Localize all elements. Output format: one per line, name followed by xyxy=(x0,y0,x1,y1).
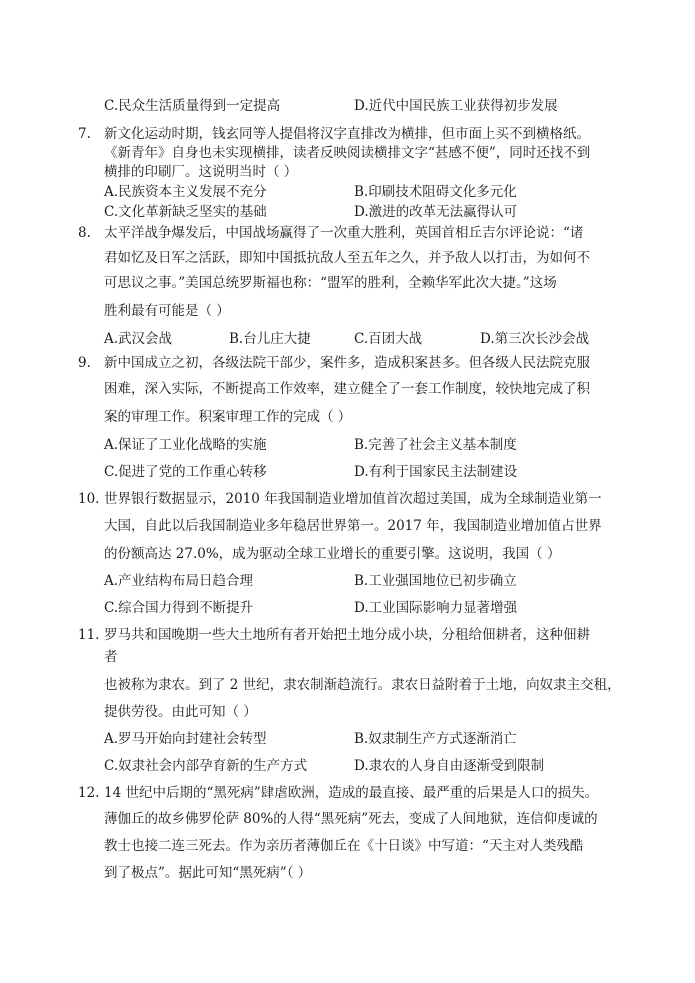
q11-option-a: A.罗马开始向封建社会转型 xyxy=(104,731,267,747)
q8-option-c: C.百团大战 xyxy=(354,331,423,347)
q7-option-b: B.印刷技术阻碍文化多元化 xyxy=(354,184,517,200)
q8-stem-line-3: 可思议之事。”美国总统罗斯福也称：“盟军的胜利，全赖华军此次大捷。”这场 xyxy=(104,275,557,291)
q7-option-a: A.民族资本主义发展不充分 xyxy=(104,184,267,200)
q11-stem-line-1: 罗马共和国晚期一些大土地所有者开始把土地分成小块，分租给佃耕者，这种佃耕 xyxy=(104,627,590,643)
q12-stem-line-4: 到了极点”。据此可知“黑死病”（ ） xyxy=(104,865,312,881)
q10-option-c: C.综合国力得到不断提升 xyxy=(104,600,254,616)
q6-option-c: C.民众生活质量得到一定提高 xyxy=(104,98,281,114)
q8-stem-line-4: 胜利最有可能是（ ） xyxy=(104,303,230,319)
q12-stem-line-3: 教士也接二连三死去。作为亲历者薄伽丘在《十日谈》中写道：“天主对人类残酷 xyxy=(104,838,584,854)
q7-stem-line-2: 《新青年》自身也未实现横排，读者反映阅读横排文字“甚感不便”，同时还找不到 xyxy=(104,145,591,161)
q9-option-c: C.促进了党的工作重心转移 xyxy=(104,464,267,480)
q10-number: 10. xyxy=(78,491,100,507)
q7-stem-line-1: 新文化运动时期，钱玄同等人提倡将汉字直排改为横排，但市面上买不到横格纸。 xyxy=(104,126,590,142)
q11-stem-line-3: 也被称为隶农。到了 2 世纪，隶农制渐趋流行。隶农日益附着于土地，向奴隶主交租， xyxy=(104,677,621,693)
q10-stem-line-2: 大国，自此以后我国制造业多年稳居世界第一。2017 年，我国制造业增加值占世界 xyxy=(104,518,602,534)
q11-stem-line-4: 提供劳役。由此可知（ ） xyxy=(104,704,257,720)
q10-option-d: D.工业国际影响力显著增强 xyxy=(354,600,518,616)
q7-option-c: C.文化革新缺乏坚实的基础 xyxy=(104,204,267,220)
q7-number: 7. xyxy=(78,126,91,142)
q11-option-d: D.隶农的人身自由逐渐受到限制 xyxy=(354,758,545,774)
q7-stem-line-3: 横排的印刷厂。这说明当时（ ） xyxy=(104,164,298,180)
q11-number: 11. xyxy=(78,627,100,643)
q9-stem-line-3: 案的审理工作。积案审理工作的完成（ ） xyxy=(104,409,352,425)
q9-stem-line-1: 新中国成立之初，各级法院干部少，案件多，造成积案甚多。但各级人民法院克服 xyxy=(104,355,590,371)
q9-stem-line-2: 困难，深入实际，不断提高工作效率，建立健全了一套工作制度，较快地完成了积 xyxy=(104,381,590,397)
q7-option-d: D.激进的改革无法赢得认可 xyxy=(354,204,518,220)
q8-number: 8. xyxy=(78,225,91,241)
q8-option-a: A.武汉会战 xyxy=(104,331,173,347)
q11-option-b: B.奴隶制生产方式逐渐消亡 xyxy=(354,731,517,747)
q9-number: 9. xyxy=(78,355,91,371)
q6-option-d: D.近代中国民族工业获得初步发展 xyxy=(354,98,558,114)
q12-stem-line-2: 薄伽丘的故乡佛罗伦萨 80%的人得“黑死病”死去，变成了人间地狱，连信仰虔诚的 xyxy=(104,811,598,827)
q9-option-b: B.完善了社会主义基本制度 xyxy=(354,437,517,453)
q8-stem-line-2: 君如忆及日军之活跃，即知中国抵抗敌人至五年之久，并予敌人以打击，为如何不 xyxy=(104,250,590,266)
q12-stem-line-1: 14 世纪中后期的“黑死病”肆虐欧洲，造成的最直接、最严重的后果是人口的损失。 xyxy=(104,785,599,801)
q12-number: 12. xyxy=(78,785,100,801)
q8-option-b: B.台儿庄大捷 xyxy=(229,331,311,347)
q10-option-b: B.工业强国地位已初步确立 xyxy=(354,573,517,589)
q9-option-d: D.有利于国家民主法制建设 xyxy=(354,464,518,480)
q11-option-c: C.奴隶社会内部孕育新的生产方式 xyxy=(104,758,308,774)
q8-option-d: D.第三次长沙会战 xyxy=(480,331,590,347)
q10-stem-line-1: 世界银行数据显示，2010 年我国制造业增加值首次超过美国，成为全球制造业第一 xyxy=(104,491,602,507)
q10-option-a: A.产业结构布局日趋合理 xyxy=(104,573,254,589)
q11-stem-line-2: 者 xyxy=(104,649,118,665)
q9-option-a: A.保证了工业化战略的实施 xyxy=(104,437,267,453)
q8-stem-line-1: 太平洋战争爆发后，中国战场赢得了一次重大胜利，英国首相丘吉尔评论说：“诸 xyxy=(104,225,584,241)
q10-stem-line-3: 的份额高达 27.0%，成为驱动全球工业增长的重要引擎。这说明，我国（ ） xyxy=(104,546,561,562)
